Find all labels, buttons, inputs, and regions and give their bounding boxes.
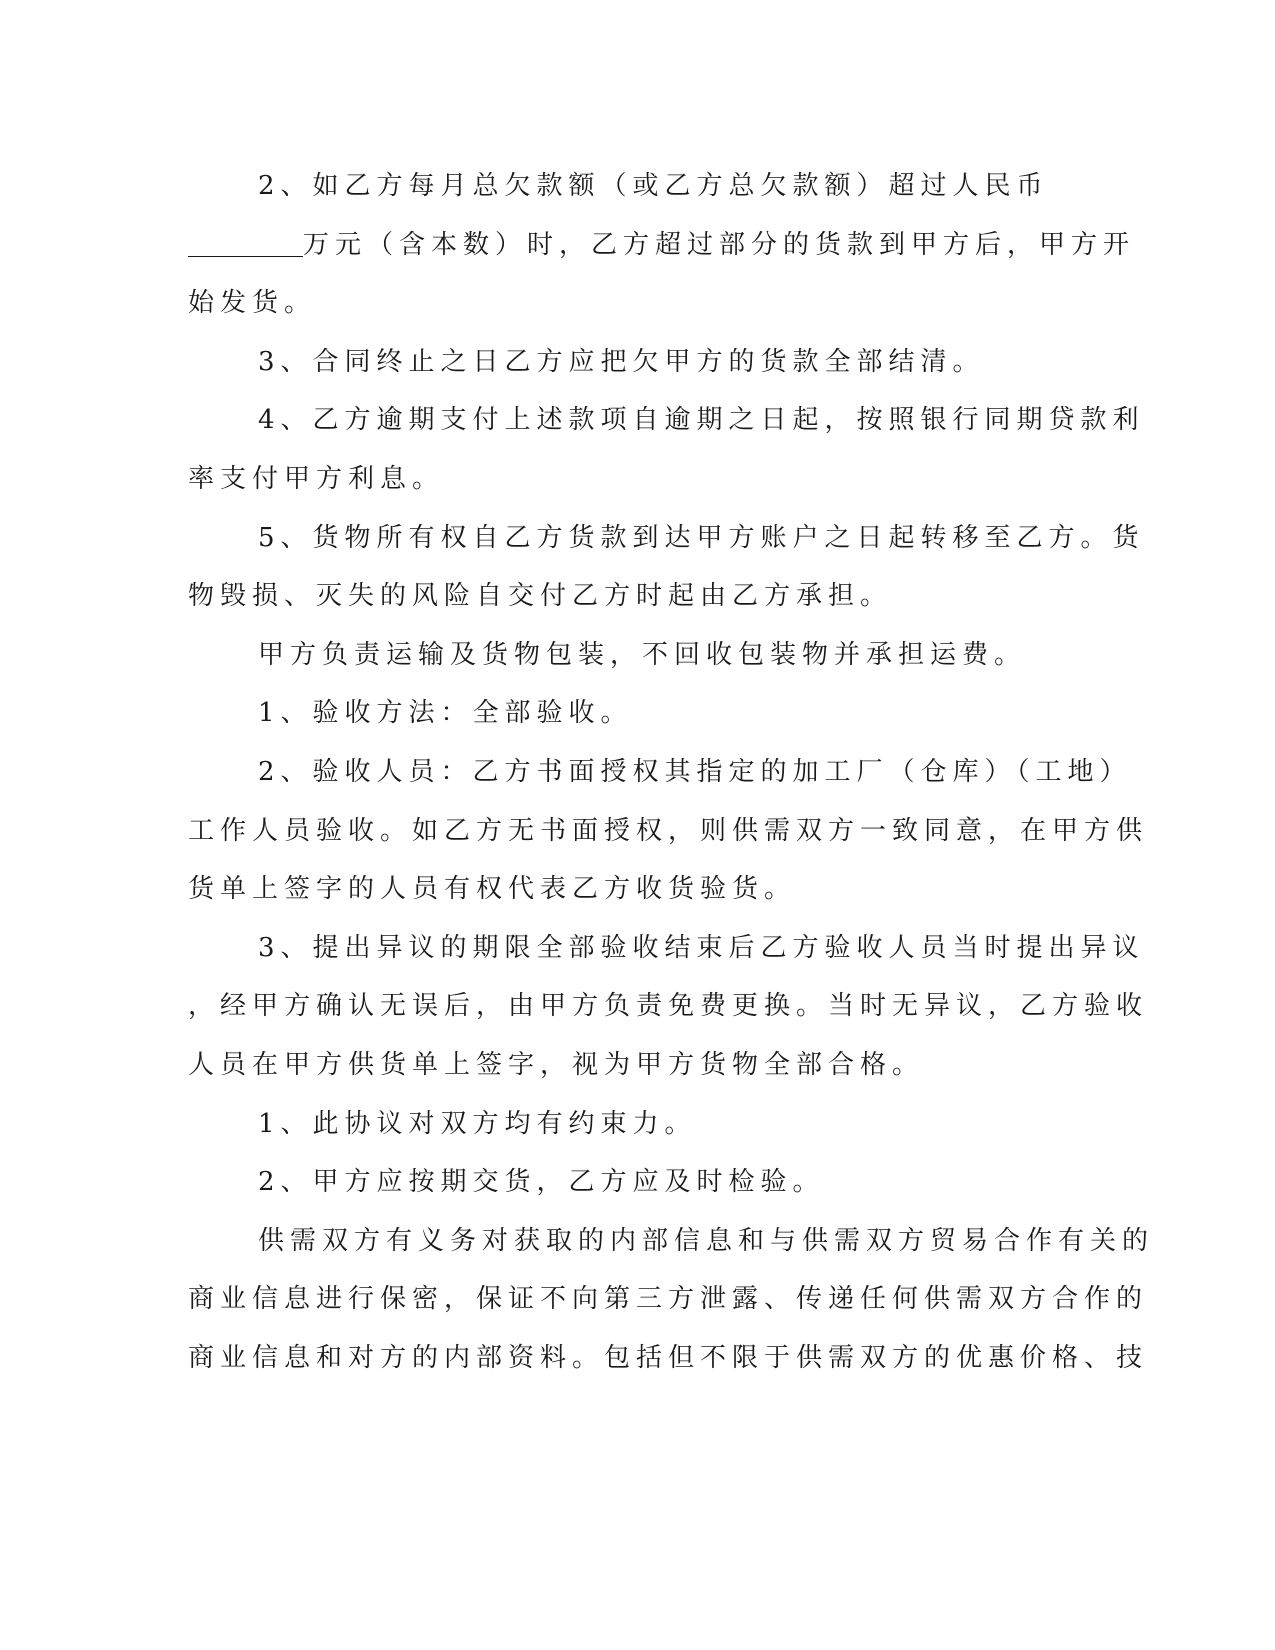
- paragraph-line: 2、验收人员：乙方书面授权其指定的加工厂（仓库）（工地）: [258, 757, 1132, 787]
- paragraph-line: 5、货物所有权自乙方货款到达甲方账户之日起转移至乙方。货: [258, 523, 1145, 553]
- paragraph-line: 1、验收方法：全部验收。: [258, 698, 633, 728]
- paragraph-line: 供需双方有义务对获取的内部信息和与供需双方贸易合作有关的: [258, 1226, 1155, 1256]
- paragraph-line: 始发货。: [188, 288, 317, 318]
- paragraph-line: 3、提出异议的期限全部验收结束后乙方验收人员当时提出异议: [258, 933, 1145, 963]
- paragraph-line: 人员在甲方供货单上签字，视为甲方货物全部合格。: [188, 1050, 925, 1080]
- paragraph-line: 甲方负责运输及货物包装，不回收包装物并承担运费。: [258, 640, 1027, 670]
- paragraph-line: 率支付甲方利息。: [188, 464, 445, 494]
- paragraph-line: 物毁损、灭失的风险自交付乙方时起由乙方承担。: [188, 581, 893, 611]
- paragraph-line-with-blank: [188, 229, 1135, 261]
- paragraph-line: 货单上签字的人员有权代表乙方收货验货。: [188, 874, 797, 904]
- paragraph-line: 商业信息进行保密，保证不向第三方泄露、传递任何供需双方合作的: [188, 1284, 1149, 1314]
- paragraph-line: 2、如乙方每月总欠款额（或乙方总欠款额）超过人民币: [258, 171, 1049, 201]
- paragraph-line: 1、此协议对双方均有约束力。: [258, 1109, 697, 1139]
- paragraph-line: 2、甲方应按期交货，乙方应及时检验。: [258, 1167, 825, 1197]
- paragraph-line-text: 万元（含本数）时，乙方超过部分的货款到甲方后，甲方开: [303, 230, 1136, 260]
- paragraph-line: 3、合同终止之日乙方应把欠甲方的货款全部结清。: [258, 347, 985, 377]
- paragraph-line: 工作人员验收。如乙方无书面授权，则供需双方一致同意，在甲方供: [188, 816, 1149, 846]
- paragraph-line: 商业信息和对方的内部资料。包括但不限于供需双方的优惠价格、技: [188, 1343, 1149, 1373]
- amount-blank: [188, 230, 303, 257]
- paragraph-line: ，经甲方确认无误后，由甲方负责免费更换。当时无异议，乙方验收: [188, 991, 1149, 1021]
- paragraph-line: 4、乙方逾期支付上述款项自逾期之日起，按照银行同期贷款利: [258, 405, 1145, 435]
